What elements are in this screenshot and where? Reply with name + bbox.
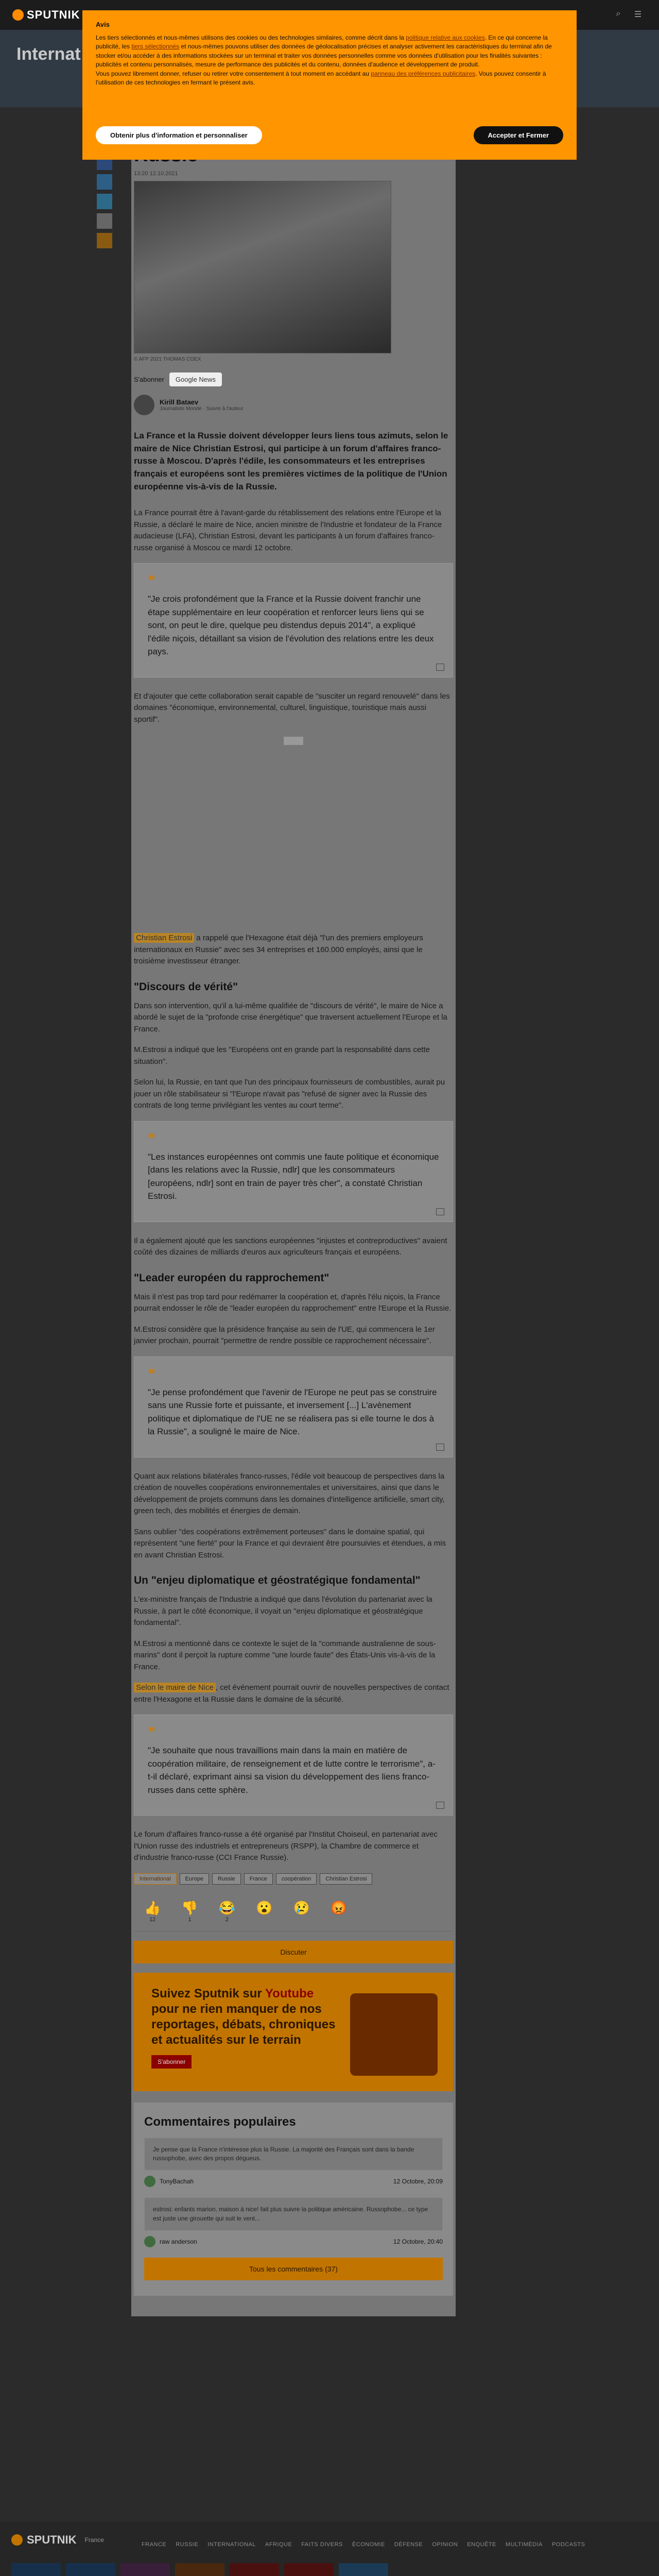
selected-third-parties-link[interactable]: tiers sélectionnés	[131, 43, 180, 50]
article-date: 13:20 12.10.2021	[134, 171, 178, 177]
telegram-icon	[339, 2563, 388, 2576]
tag[interactable]: Christian Estrosi	[320, 1873, 372, 1885]
commenter-avatar[interactable]	[144, 2236, 155, 2247]
paragraph: La France pourrait être à l'avant-garde du rétablissement des relations entre l'Europe et la Russie, a déclaré le maire de Nice, ancien ministre de l'Industrie et fondateur de la France audacieuse (LFA), Christian Estrosi, devant les participants à un forum d'affaires franco-russe organisé à Moscou ce mardi 12 octobre.	[134, 509, 442, 552]
footer-nav-item[interactable]: ÉCONOMIE	[352, 2541, 385, 2548]
social-links	[11, 2563, 388, 2576]
quote-block	[134, 1357, 453, 1458]
section-heading: Un "enjeu diplomatique et géostratégique fondamental"	[134, 1574, 421, 1587]
comments-section	[134, 2103, 453, 2296]
comments-title: Commentaires populaires	[144, 2114, 296, 2129]
paragraph: Selon lui, la Russie, en tant que l'un des principaux fournisseurs de combustibles, aurait pu jouer un rôle stabilisateur si "l'Europe n'avait pas "refusé de signer avec la Russie des contrats de long terme privilégiant les ventes au court terme".	[134, 1078, 445, 1110]
reaction-like[interactable]: 👍 12	[144, 1900, 161, 1923]
article	[131, 77, 456, 2316]
thumbs-up-icon: 👍	[144, 1900, 161, 1916]
quote-share-icon[interactable]	[436, 664, 444, 671]
comment-text: estrosi: enfants marion, maison à nice! fait plus suivre la politique américaine. Russophobe... ce type est juste une girouette qui suit le vent...	[144, 2197, 443, 2231]
paragraph: Et d'ajouter que cette collaboration serait capable de "susciter un regard renouvelé" dans les domaines "économique, environnemental, culturel, linguistique, touristique mais aussi sportif".	[134, 691, 450, 724]
surprise-icon: 😮	[256, 1900, 273, 1916]
comment-share-icon[interactable]	[97, 233, 112, 248]
author-avatar[interactable]	[134, 395, 154, 415]
paragraph: Il a également ajouté que les sanctions européennes "injustes et contreproductives" avaient coûté des dizaines de milliards d'euros aux agriculteurs français et européens.	[134, 1236, 447, 1257]
social-telegram[interactable]	[339, 2563, 388, 2576]
footer-country: France	[84, 2536, 104, 2544]
article-lead: La France et la Russie doivent développer leurs liens tous azimuts, selon le maire de Nice Christian Estrosi, qui participe à un forum d'affaires franco-russe à Moscou. D'après l'édile, les consommateurs et les entreprises français et européens sont les premières victimes de la politique de l'Union européenne vis-à-vis de la Russie.	[134, 431, 448, 492]
quote-text: "Je crois profondément que la France et la Russie doivent franchir une étape supplémentaire en leur coopération et renforcer leurs liens qui se sont, on peut le dire, quelque peu distendus depuis 2014", a expliqué l'édile niçois, détaillant sa vision de l'évolution des relations entre les deux pays.	[148, 594, 434, 657]
inline-tag-link[interactable]: Selon le maire de Nice	[134, 1683, 216, 1692]
quote-share-icon[interactable]	[436, 1444, 444, 1451]
paragraph: Sans oublier "des coopérations extrêmement porteuses" dans le domaine spatial, qui représentent "une fierté" pour la France et qui devraient être poursuivies et étendues, a mis en avant Christian Estrosi.	[134, 1527, 446, 1560]
sputnik-logo-icon	[12, 9, 24, 21]
follow-row	[134, 372, 453, 386]
social-youtube-2[interactable]	[284, 2563, 334, 2576]
youtube-icon	[230, 2563, 279, 2576]
sad-icon: 😢	[293, 1900, 310, 1916]
commenter-avatar[interactable]	[144, 2176, 155, 2187]
twitter-icon	[66, 2563, 115, 2576]
quote-text: "Je pense profondément que l'avenir de l'Europe ne peut pas se construire sans une Russie forte et puissante, et inversement [...] L'avènement politique et diplomatique de l'UE ne se réalisera pas si elle tourne le dos à la Russie", a souligné le maire de Nice.	[148, 1387, 437, 1437]
section-label: Internat	[16, 44, 81, 64]
tag-list	[134, 1873, 453, 1885]
reaction-surprise[interactable]	[256, 1900, 272, 1923]
author-role: Journaliste Monde	[160, 406, 202, 412]
brand-name: SPUTNIK	[27, 8, 80, 21]
ad-preferences-link[interactable]: panneau des préférences publicitaires	[371, 70, 476, 77]
section-heading: "Leader européen du rapprochement"	[134, 1272, 330, 1284]
paragraph: M.Estrosi a indiqué que les "Européens ont en grande part la responsabilité dans cette situation".	[134, 1045, 430, 1066]
author-block: Kirill Bataev Journaliste Monde · Suivre à l'auteur	[134, 395, 453, 415]
discuss-button[interactable]: Discuter	[134, 1941, 453, 1963]
link-share-icon[interactable]	[97, 213, 112, 229]
footer	[0, 2522, 659, 2576]
social-facebook[interactable]	[11, 2563, 61, 2576]
quote-text: "Je souhaite que nous travaillions main dans la main en matière de coopération militaire, de renseignement et de lutte contre le terrorisme", a-t-il déclaré, exprimant ainsi sa vision du développement des liens franco-russes dans cette sphère.	[148, 1745, 436, 1795]
quote-block	[134, 563, 453, 677]
facebook-icon	[11, 2563, 61, 2576]
cookie-consent-dialog	[82, 10, 577, 160]
paragraph: Mais il n'est pas trop tard pour redémarrer la coopération et, d'après l'élu niçois, la France pourrait endosser le rôle de "leader européen du rapprochement" entre l'Europe et la Russie.	[134, 1292, 452, 1313]
article-photo[interactable]	[134, 181, 391, 353]
top-icons	[613, 9, 644, 21]
comment-meta	[144, 2236, 443, 2247]
paragraph: M.Estrosi a mentionné dans ce contexte le sujet de la "commande australienne de sous-marins" dont il perçoit la rupture comme "une lourde faute" des États-Unis vis-à-vis de la France.	[134, 1639, 436, 1671]
cookie-text: Les tiers sélectionnés et nous-mêmes utilisons des cookies ou des technologies similaires, comme décrit dans la politique relative aux cookies. En ce qui concerne la publicité, les tiers sélectionnés et nous-mêmes pouvons utiliser des données de géolocalisation précises et analyser activement les caractéristiques du terminal afin de stocker et/ou accéder à des informations stockées sur un terminal et traiter vos données personnelles comme vos données d'utilisation pour les finalités suivantes : publicités et contenu personnalisés, mesure de performance des publicités et du contenu, données d'audience et développement de produit. Vous pouvez librement donner, refuser ou retirer votre consentement à tout moment en accédant au panneau des préférences publicitaires. Vous pouvez consentir à l'utilisation de ces technologies en fermant le présent avis.	[96, 34, 552, 86]
photo-caption: © AFP 2021 THOMAS COEX	[134, 357, 201, 362]
footer-nav-item[interactable]: MULTIMÉDIA	[505, 2541, 543, 2548]
comment-date: 12 Octobre, 20:40	[393, 2238, 443, 2246]
quote-share-icon[interactable]	[436, 1208, 444, 1215]
promo-text: Suivez Sputnik sur Youtube pour ne rien manquer de nos reportages, débats, chroniques et actualités sur le terrain	[151, 1986, 336, 2047]
footer-nav-item[interactable]: PODCASTS	[551, 2541, 585, 2548]
cookie-policy-link[interactable]: politique relative aux cookies	[406, 34, 485, 41]
youtube-promo	[134, 1973, 453, 2091]
cookie-more-info-button[interactable]: Obtenir plus d'information et personnaliser	[96, 126, 262, 144]
menu-icon[interactable]: ☰	[634, 10, 642, 19]
twitter-share-icon[interactable]	[97, 174, 112, 190]
footer-nav-item[interactable]: AFRIQUE	[265, 2541, 292, 2548]
comment-meta	[144, 2176, 443, 2187]
section-heading: "Discours de vérité"	[134, 980, 238, 993]
google-news-button[interactable]: Google News	[169, 372, 222, 386]
share-column	[97, 155, 112, 248]
cookie-title: Avis	[96, 21, 110, 28]
footer-nav-item[interactable]: OPINION	[432, 2541, 458, 2548]
paragraph: Christian Estrosi a rappelé que l'Hexagone était déjà "l'un des premiers employeurs internationaux en Russie" avec ses 34 entreprises et 160.000 employés, ainsi que le troisième investisseur étranger.	[134, 934, 423, 966]
sputnik-logo-icon	[11, 2534, 23, 2546]
quote-block	[134, 1121, 453, 1222]
instagram-icon	[120, 2563, 170, 2576]
follow-label: S'abonner	[134, 376, 164, 383]
reaction-dislike[interactable]: 👎 1	[181, 1900, 198, 1923]
sputnik-logo[interactable]	[12, 8, 80, 22]
paragraph: Selon le maire de Nice , cet événement pourrait ouvrir de nouvelles perspectives de contact entre l'Hexagone et la Russie dans le domaine de la sécurité.	[134, 1683, 449, 1704]
tag[interactable]: coopération	[276, 1873, 317, 1885]
ad-mark	[284, 737, 303, 745]
quote-icon: "	[148, 1365, 156, 1384]
footer-nav	[142, 2541, 585, 2548]
telegram-share-icon[interactable]	[97, 194, 112, 209]
paragraph: L'ex-ministre français de l'Industrie a indiqué que dans l'évolution du partenariat avec la Russie, à part le côté économique, il voyait un "enjeu diplomatique et géostratégique fondamental".	[134, 1595, 432, 1628]
inline-tag-link[interactable]: Christian Estrosi	[134, 933, 194, 943]
reaction-laugh[interactable]: 😂 2	[218, 1900, 236, 1923]
tag[interactable]: Europe	[180, 1873, 209, 1885]
soundcloud-icon	[175, 2563, 224, 2576]
paragraph: Quant aux relations bilatérales franco-russes, l'édile voit beaucoup de perspectives dans la création de nouvelles coopérations environnementales et universitaires, ainsi que dans le développement de projets communs dans les domaines d'intelligence artificielle, smart city, green tech, des mobilités et énergies de demain.	[134, 1471, 445, 1516]
paragraph: Dans son intervention, qu'il a lui-même qualifiée de "discours de vérité", le maire de Nice a abordé le sujet de la "profonde crise énergétique" que traversent actuellement l'Europe et la France.	[134, 1001, 447, 1033]
ad-placeholder	[134, 737, 453, 855]
laugh-icon: 😂	[218, 1900, 236, 1916]
reactions-bar	[134, 1896, 453, 1931]
comment-text: Je pense que la France n'intéresse plus la Russie. La majorité des Français sont dans la bande russophobe, avec des propos dégueus.	[144, 2138, 443, 2171]
footer-nav-item[interactable]: ENQUÊTE	[467, 2541, 496, 2548]
footer-nav-item[interactable]: FAITS DIVERS	[301, 2541, 343, 2548]
quote-block	[134, 1715, 453, 1816]
commenter-name[interactable]: raw anderson	[160, 2238, 197, 2246]
author-name[interactable]: Kirill Bataev	[160, 398, 199, 406]
social-twitter[interactable]	[66, 2563, 115, 2576]
thumbs-down-icon: 👎	[181, 1900, 198, 1916]
tag[interactable]: International	[134, 1873, 177, 1885]
all-comments-button[interactable]: Tous les commentaires (37)	[144, 2258, 443, 2280]
tag[interactable]: France	[244, 1873, 273, 1885]
comment-date: 12 Octobre, 20:09	[393, 2178, 443, 2185]
footer-nav-item[interactable]: RUSSIE	[176, 2541, 199, 2548]
footer-nav-item[interactable]: FRANCE	[142, 2541, 167, 2548]
quote-share-icon[interactable]	[436, 1802, 444, 1809]
quote-icon: "	[148, 572, 156, 591]
author-follow[interactable]: Suivre à l'auteur	[206, 406, 244, 412]
commenter-name[interactable]: TonyBachah	[160, 2178, 194, 2185]
cookie-accept-button[interactable]: Accepter et Fermer	[474, 126, 564, 144]
youtube-icon	[284, 2563, 334, 2576]
footer-nav-item[interactable]: DÉFENSE	[394, 2541, 423, 2548]
quote-icon: "	[148, 1724, 156, 1743]
social-soundcloud[interactable]	[175, 2563, 224, 2576]
footer-logo[interactable]: SPUTNIK France	[11, 2533, 104, 2547]
promo-illustration	[350, 1993, 438, 2076]
social-instagram[interactable]	[120, 2563, 170, 2576]
quote-text: "Les instances européennes ont commis une faute politique et économique [dans les relations avec la Russie, ndlr] que les consommateurs [européens, ndlr] sont en train de payer très cher", a constaté Christian Estrosi.	[148, 1151, 439, 1201]
tag[interactable]: Russie	[212, 1873, 241, 1885]
paragraph: M.Estrosi considère que la présidence française au sein de l'UE, qui commencera le 1er janvier prochain, pourrait "permettre de rendre possible ce rapprochement nécessaire".	[134, 1325, 435, 1346]
reaction-sad[interactable]	[293, 1900, 310, 1923]
footer-nav-item[interactable]: INTERNATIONAL	[207, 2541, 256, 2548]
promo-subscribe-button[interactable]: S'abonner	[151, 2055, 192, 2069]
reaction-angry[interactable]	[331, 1900, 347, 1923]
social-youtube[interactable]	[230, 2563, 279, 2576]
search-icon[interactable]: ⌕	[616, 9, 621, 18]
angry-icon: 😡	[330, 1900, 348, 1916]
paragraph: Le forum d'affaires franco-russe a été organisé par l'Institut Choiseul, en partenariat avec l'Union russe des industriels et entrepreneurs (RSPP), la Chambre de commerce et d'industrie franco-russe (CCI France Russie).	[134, 1830, 438, 1862]
quote-icon: "	[148, 1130, 156, 1149]
